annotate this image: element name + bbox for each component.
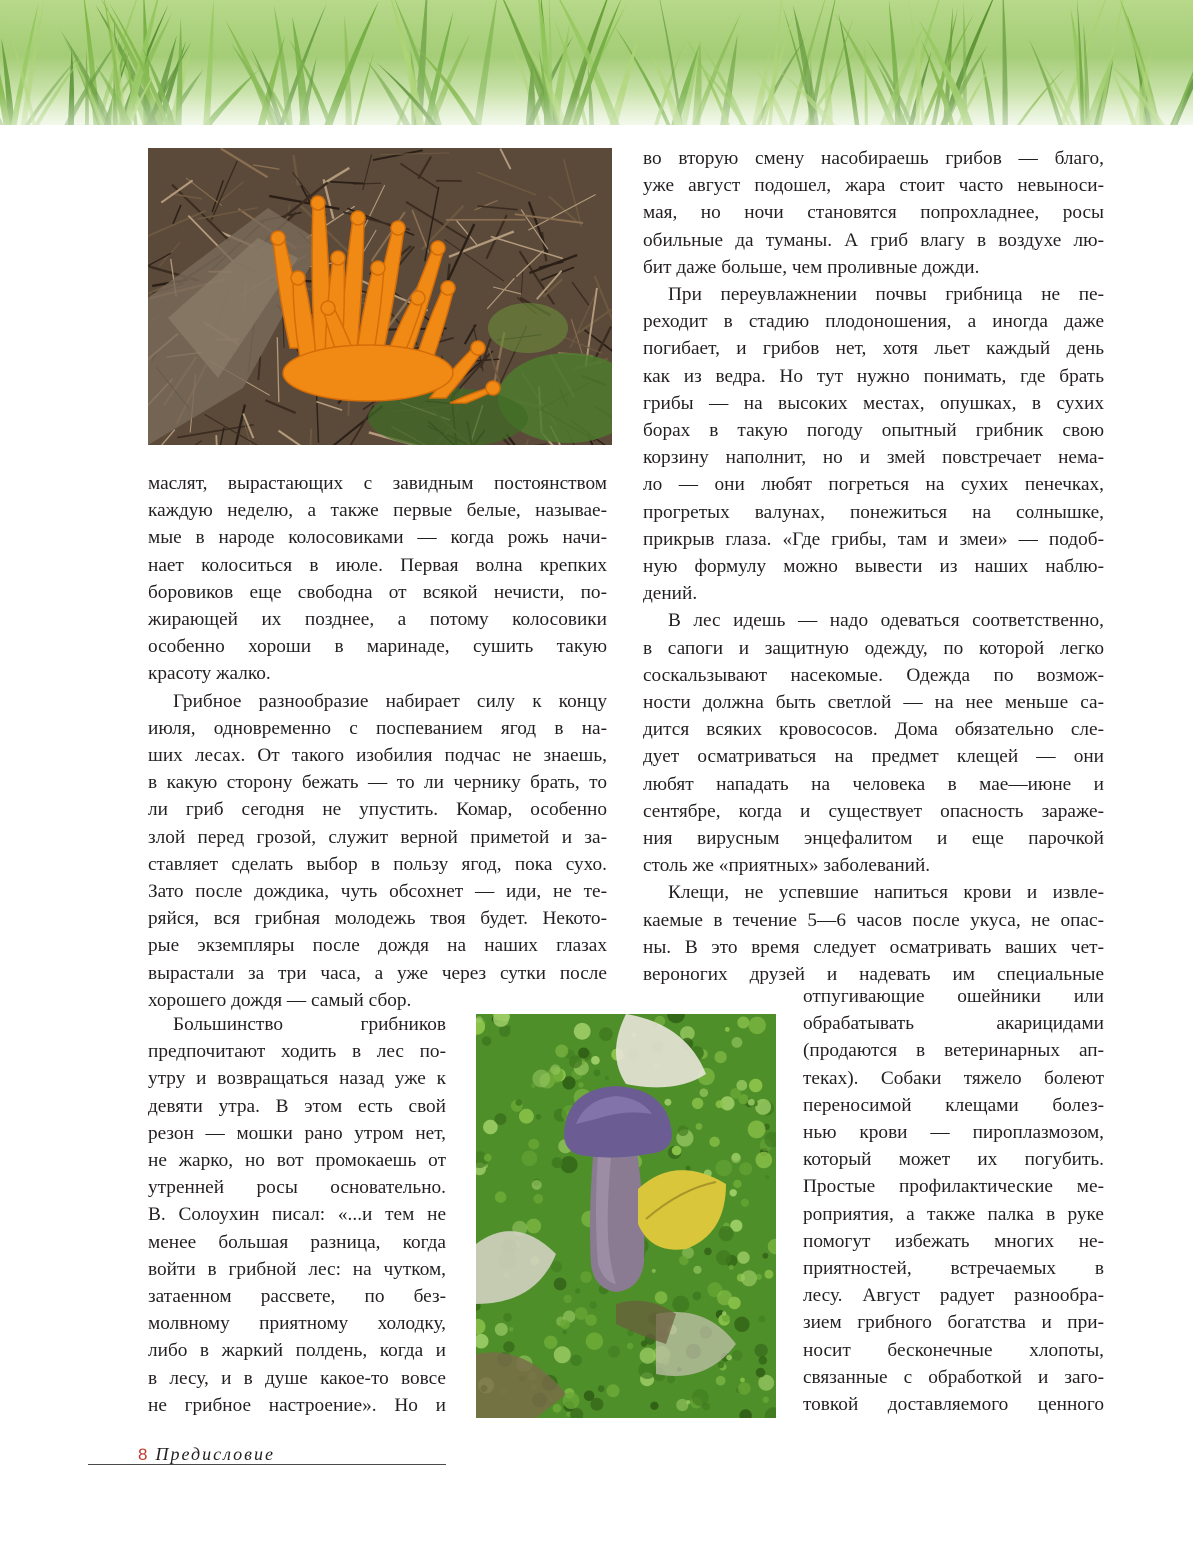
text-line: резон — мошки рано утром нет,	[148, 1122, 446, 1144]
text-line: в лесу, и в душе какое-то вовсе	[148, 1367, 446, 1389]
text-line: вероногих друзей и надевать им специальные	[643, 964, 1104, 986]
text-line: либо в жаркий полдень, когда и	[148, 1340, 446, 1362]
text-line: молвному приятному холодку,	[148, 1313, 446, 1335]
text-line: Клещи, не успевшие напиться крови и извле-	[668, 882, 1104, 904]
text-line: обрабатывать акарицидами	[803, 1013, 1104, 1035]
text-line: каждую неделю, а также первые белые, называе-	[148, 500, 607, 522]
text-line: дится всяких кровососов. Дома обязательно сле-	[643, 719, 1104, 741]
text-line: как из ведра. Но тут нужно понимать, где брать	[643, 365, 1104, 387]
text-line: дует осматриваться на предмет клещей — они	[643, 746, 1104, 768]
text-line: девяти утра. В этом есть свой	[148, 1095, 446, 1117]
text-line: Простые профилактические ме-	[803, 1176, 1104, 1198]
text-line: зием грибного богатства и при-	[803, 1312, 1104, 1334]
text-line: в какую сторону бежать — то ли чернику брать, то	[148, 772, 607, 794]
text-line: прогретых валунах, понежиться на солнышке,	[643, 501, 1104, 523]
text-line: связанные с обработкой и заго-	[803, 1366, 1104, 1388]
text-line: реходит в стадию плодоношения, а иногда даже	[643, 311, 1104, 333]
section-title: Предисловие	[155, 1444, 275, 1464]
text-line: предпочитают ходить в лес по-	[148, 1041, 446, 1063]
text-line: теках). Собаки тяжело болеют	[803, 1067, 1104, 1089]
text-line: злой перед грозой, служит верной приметой и за-	[148, 826, 607, 848]
text-line: уже август подошел, жара стоит часто невыноси-	[643, 175, 1104, 197]
text-line: каемые в течение 5—6 часов после укуса, не опас-	[643, 909, 1104, 931]
text-line: Большинство грибников	[173, 1014, 446, 1035]
grass-header-banner	[0, 0, 1193, 125]
text-line: во вторую смену насобираешь грибов — благо,	[643, 148, 1104, 169]
text-line: красоту жалко.	[148, 663, 271, 685]
text-line: бит даже больше, чем проливные дожди.	[643, 256, 980, 278]
text-line: ставляет сделать выбор в пользу ягод, пока сухо.	[148, 853, 607, 875]
text-line: грибы — на высоких местах, опушках, в сухих	[643, 392, 1104, 414]
text-line: утру и возвращаться назад уже к	[148, 1068, 446, 1090]
text-line: товкой доставляемого ценного	[803, 1394, 1104, 1416]
left-column-lower-text	[148, 1011, 446, 1419]
text-line: ло — они любят погреться на сухих пенечках,	[643, 474, 1104, 496]
text-line: нает колоситься в июле. Первая волна крепких	[148, 554, 607, 576]
text-line: боровиков еще свободна от всякой нечисти, по-	[148, 581, 607, 603]
text-line: рые экземпляры после дождя на наших глазах	[148, 935, 607, 957]
text-line: лесу. Август радует разнообра-	[803, 1285, 1104, 1307]
text-line: ности должна быть светлой — на нее меньше са-	[643, 692, 1104, 714]
text-line: утренней росы основательно.	[148, 1177, 446, 1199]
text-line: Грибное разнообразие набирает силу к концу	[173, 690, 607, 712]
text-line: сентябре, когда и существует опасность зараже-	[643, 800, 1104, 822]
text-line: обильные да туманы. А гриб влагу в воздухе лю-	[643, 229, 1104, 251]
text-line: ших лесах. От такого изобилия подчас не знаешь,	[148, 745, 607, 767]
text-line: вырастали за три часа, а уже через сутки после	[148, 962, 607, 984]
text-line: жирающей их позднее, а потому колосовики	[148, 609, 607, 631]
text-line: любят нападать на человека в мае—июне и	[643, 773, 1104, 795]
text-line: В лес идешь — надо одеваться соответственно,	[668, 610, 1104, 632]
text-line: нью крови — пироплазмозом,	[803, 1122, 1104, 1144]
text-line: корзину наполнит, но и змей повстречает нема-	[643, 447, 1104, 469]
page-footer	[138, 1444, 275, 1465]
text-line: мые в народе колосовиками — когда рожь начи-	[148, 527, 607, 549]
text-line: столь же «приятных» заболеваний.	[643, 855, 931, 877]
text-line: хорошего дождя — самый сбор.	[148, 989, 412, 1011]
text-line: июля, одновременно с поспеванием ягод в на-	[148, 717, 607, 739]
text-line: прикрыв глаза. «Где грибы, там и змеи» — подоб-	[643, 528, 1104, 550]
purple-mushroom-photo	[476, 1014, 776, 1418]
text-line: отпугивающие ошейники или	[803, 986, 1104, 1007]
text-line: борах в такую погоду опытный грибник свою	[643, 420, 1104, 442]
text-line: приятностей, встречаемых в	[803, 1258, 1104, 1280]
text-line: помогут избежать многих не-	[803, 1230, 1104, 1252]
right-column-upper-text	[643, 145, 1104, 988]
text-line: ли гриб сегодня не упустить. Комар, особенно	[148, 799, 607, 821]
text-line: маслят, вырастающих с завидным постоянством	[148, 473, 607, 494]
text-line: не грибное настроение». Но и	[148, 1394, 446, 1416]
text-line: дений.	[643, 583, 698, 605]
right-column-lower-text	[803, 983, 1104, 1418]
text-line: не жарко, но вот промокаешь от	[148, 1150, 446, 1172]
text-line: ния вирусным энцефалитом и еще парочкой	[643, 828, 1104, 850]
text-line: который может их погубить.	[803, 1149, 1104, 1171]
text-line: При переувлажнении почвы грибница не пе-	[668, 284, 1104, 306]
text-line: ряйся, вся грибная молодежь твоя будет. Некото-	[148, 908, 607, 930]
orange-coral-mushroom-photo	[148, 148, 612, 445]
text-line: ны. В это время следует осматривать ваших чет-	[643, 936, 1104, 958]
page-number: 8	[138, 1445, 148, 1464]
text-line: погибает, и грибов нет, хотя льет каждый день	[643, 338, 1104, 360]
footer-rule	[88, 1464, 446, 1465]
text-line: (продаются в ветеринарных ап-	[803, 1040, 1104, 1062]
left-column-middle-text	[148, 470, 607, 1014]
text-line: Зато после дождика, чуть обсохнет — иди, не те-	[148, 881, 607, 903]
text-line: соскальзывают насекомые. Одежда по возмож-	[643, 664, 1104, 686]
text-line: носит бесконечные хлопоты,	[803, 1339, 1104, 1361]
text-line: особенно хороши в маринаде, сушить такую	[148, 636, 607, 658]
text-line: войти в грибной лес: на чутком,	[148, 1258, 446, 1280]
text-line: менее большая разница, когда	[148, 1231, 446, 1253]
text-line: в сапоги и защитную одежду, по которой легко	[643, 637, 1104, 659]
text-line: мая, но ночи становятся попрохладнее, росы	[643, 202, 1104, 224]
text-line: затаенном рассвете, по без-	[148, 1286, 446, 1308]
text-line: В. Солоухин писал: «...и тем не	[148, 1204, 446, 1226]
text-line: роприятия, а также палка в руке	[803, 1203, 1104, 1225]
text-line: ную формулу можно вывести из наших наблю-	[643, 556, 1104, 578]
text-line: переносимой клещами болез-	[803, 1094, 1104, 1116]
